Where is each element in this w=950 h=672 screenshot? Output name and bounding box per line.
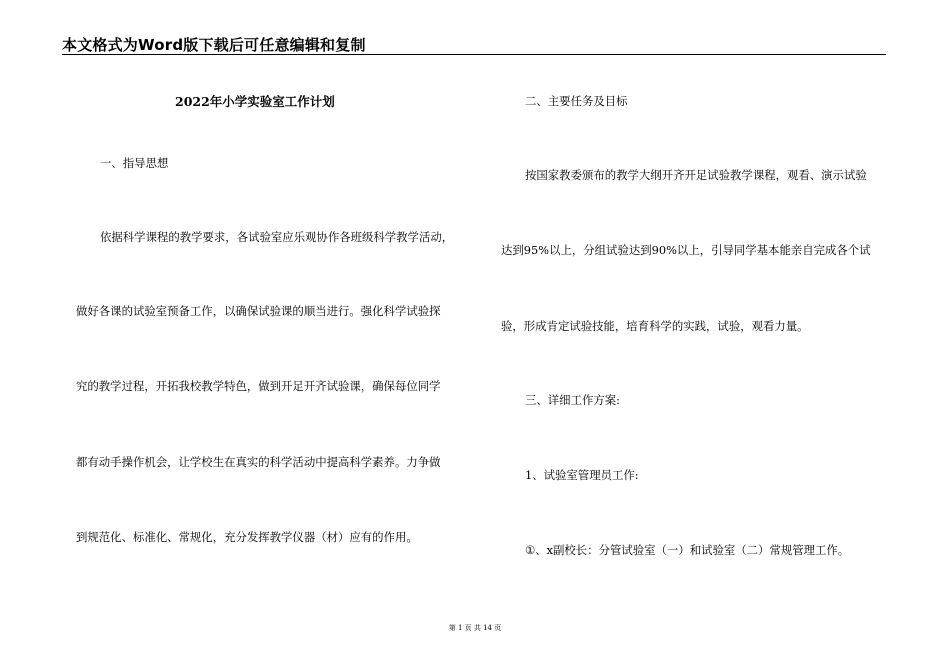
document-title: 2022年小学实验室工作计划: [175, 94, 335, 109]
document-banner: 本文格式为Word版下载后可任意编辑和复制: [62, 36, 366, 54]
paragraph-line: 都有动手操作机会，让学校生在真实的科学活动中提高科学素养。力争做: [76, 455, 441, 469]
section-heading-tasks-goals: 二、主要任务及目标: [525, 94, 628, 108]
header-divider: [62, 54, 886, 55]
page-indicator: 第 1 页 共 14 页: [448, 624, 502, 632]
list-item: ①、x副校长：分管试验室（一）和试验室（二）常规管理工作。: [525, 543, 850, 557]
paragraph-line: 究的教学过程，开拓我校教学特色，做到开足开齐试验课，确保每位同学: [76, 379, 441, 393]
paragraph-line: 做好各课的试验室预备工作，以确保试验课的顺当进行。强化科学试验探: [76, 304, 441, 318]
section-heading-work-plan: 三、详细工作方案:: [525, 393, 620, 407]
section-heading-guiding-thought: 一、指导思想: [100, 156, 169, 170]
paragraph-line: 达到95%以上，分组试验达到90%以上，引导同学基本能亲自完成各个试: [501, 243, 871, 257]
paragraph-line: 验，形成肯定试验技能，培育科学的实践，试验，观看力量。: [501, 319, 809, 333]
paragraph-line: 按国家教委颁布的教学大纲开齐开足试验教学课程，观看、演示试验: [525, 168, 867, 182]
subsection-heading-lab-manager: 1、试验室管理员工作:: [525, 468, 639, 482]
paragraph-line: 依据科学课程的教学要求，各试验室应乐观协作各班级科学教学活动，: [100, 230, 454, 244]
paragraph-line: 到规范化、标准化、常规化，充分发挥教学仪器（材）应有的作用。: [76, 530, 418, 544]
